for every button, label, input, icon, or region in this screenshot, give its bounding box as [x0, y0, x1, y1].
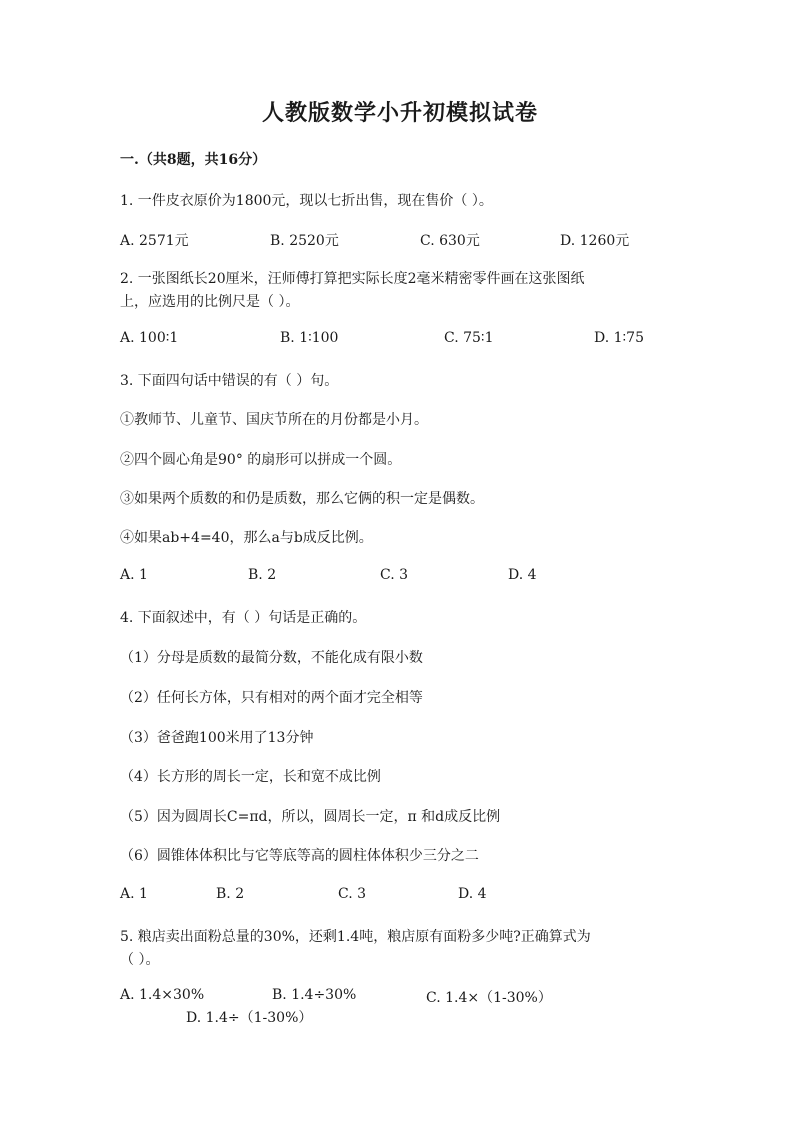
question-4-stem: 4. 下面叙述中，有（ ）句话是正确的。 — [120, 610, 367, 626]
q3-option-d: D. 4 — [508, 567, 537, 583]
q2-option-c: C. 75∶1 — [444, 330, 494, 346]
q4-statement-5: （5）因为圆周长C=πd，所以，圆周长一定，π 和d成反比例 — [120, 809, 501, 825]
q1-option-a: A. 2571元 — [120, 233, 189, 249]
section-heading: 一.（共8题，共16分） — [120, 152, 267, 168]
q4-statement-3: （3）爸爸跑100米用了13分钟 — [120, 730, 314, 746]
q5-option-d: D. 1.4÷（1-30%） — [186, 1010, 313, 1026]
question-5-stem-line2: （ ）。 — [120, 952, 160, 968]
question-5-stem-line1: 5. 粮店卖出面粉总量的30%，还剩1.4吨，粮店原有面粉多少吨?正确算式为 — [120, 929, 591, 945]
question-1-stem: 1. 一件皮衣原价为1800元，现以七折出售，现在售价（ ）。 — [120, 193, 493, 209]
question-3-stem: 3. 下面四句话中错误的有（ ）句。 — [120, 373, 339, 389]
page-title: 人教版数学小升初模拟试卷 — [261, 100, 538, 126]
q4-statement-4: （4）长方形的周长一定，长和宽不成比例 — [120, 769, 381, 785]
q5-option-b: B. 1.4÷30% — [272, 987, 357, 1003]
q5-option-a: A. 1.4×30% — [120, 987, 205, 1003]
q5-option-c: C. 1.4×（1-30%） — [426, 990, 552, 1006]
q1-option-d: D. 1260元 — [560, 233, 630, 249]
q1-option-b: B. 2520元 — [270, 233, 339, 249]
q2-option-b: B. 1∶100 — [280, 330, 339, 346]
question-2-stem-line2: 上，应选用的比例尺是（ ）。 — [120, 294, 300, 310]
q1-option-c: C. 630元 — [420, 233, 480, 249]
q3-statement-3: ③如果两个质数的和仍是质数，那么它俩的积一定是偶数。 — [120, 491, 484, 507]
q4-option-c: C. 3 — [338, 886, 367, 902]
q4-option-b: B. 2 — [216, 886, 245, 902]
q3-option-c: C. 3 — [380, 567, 409, 583]
q3-option-a: A. 1 — [120, 567, 148, 583]
q4-statement-1: （1）分母是质数的最简分数，不能化成有限小数 — [120, 650, 423, 666]
q2-option-d: D. 1∶75 — [594, 330, 644, 346]
q3-statement-2: ②四个圆心角是90° 的扇形可以拼成一个圆。 — [120, 452, 402, 468]
q4-option-d: D. 4 — [458, 886, 487, 902]
q4-statement-2: （2）任何长方体，只有相对的两个面才完全相等 — [120, 690, 423, 706]
q3-option-b: B. 2 — [248, 567, 277, 583]
q3-statement-1: ①教师节、儿童节、国庆节所在的月份都是小月。 — [120, 412, 428, 428]
q4-statement-6: （6）圆锥体体积比与它等底等高的圆柱体体积少三分之二 — [120, 848, 479, 864]
q2-option-a: A. 100∶1 — [120, 330, 179, 346]
q4-option-a: A. 1 — [120, 886, 148, 902]
question-2-stem-line1: 2. 一张图纸长20厘米，汪师傅打算把实际长度2毫米精密零件画在这张图纸 — [120, 271, 585, 287]
q3-statement-4: ④如果ab+4=40，那么a与b成反比例。 — [120, 530, 373, 546]
